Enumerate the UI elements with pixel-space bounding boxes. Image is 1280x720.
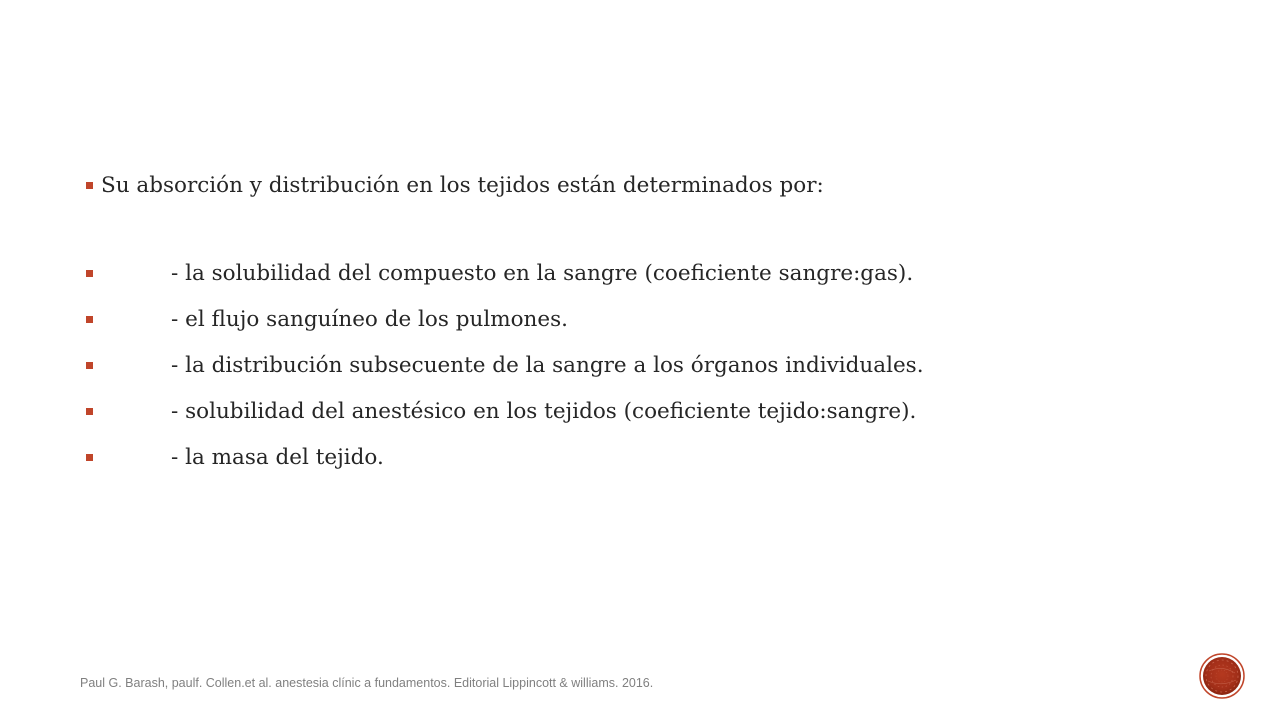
citation-text: Paul G. Barash, paulf. Collen.et al. anestesia clínic a fundamentos. Editorial Lippincott & williams. 2016. bbox=[80, 676, 654, 690]
main-bullet-item bbox=[80, 162, 1180, 208]
main-bullet-text: Su absorción y distribución en los tejidos están determinados por: bbox=[101, 172, 824, 198]
slide-nav-circle-icon bbox=[1199, 653, 1245, 699]
square-bullet-icon bbox=[86, 454, 93, 461]
square-bullet-icon bbox=[86, 408, 93, 415]
square-bullet-icon bbox=[86, 270, 93, 277]
sub-bullet-item bbox=[80, 388, 1180, 434]
square-bullet-icon bbox=[86, 182, 93, 189]
square-bullet-icon bbox=[86, 362, 93, 369]
sub-bullet-item bbox=[80, 342, 1180, 388]
sub-bullet-text: - la solubilidad del compuesto en la sangre (coeficiente sangre:gas). bbox=[171, 260, 914, 286]
slide-nav-button[interactable] bbox=[1199, 653, 1245, 699]
sub-bullet-text: - la distribución subsecuente de la sangre a los órganos individuales. bbox=[171, 352, 924, 378]
sub-bullet-text: - solubilidad del anestésico en los tejidos (coeficiente tejido:sangre). bbox=[171, 398, 917, 424]
sub-bullet-item bbox=[80, 434, 1180, 480]
square-bullet-icon bbox=[86, 316, 93, 323]
sub-bullet-item bbox=[80, 250, 1180, 296]
sub-bullet-text: - el flujo sanguíneo de los pulmones. bbox=[171, 306, 568, 332]
sub-bullet-text: - la masa del tejido. bbox=[171, 444, 384, 470]
sub-bullet-item bbox=[80, 296, 1180, 342]
bullet-list bbox=[80, 162, 1180, 480]
